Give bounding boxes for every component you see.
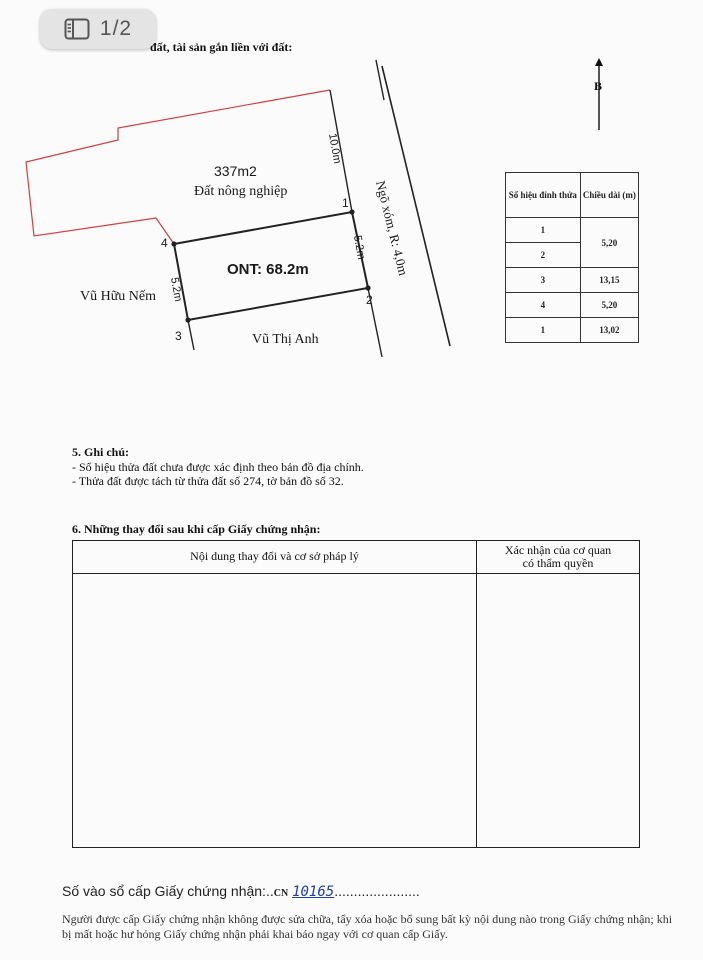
dim-west-label: 5.2m	[168, 276, 185, 303]
table-cell-length: 5,20	[580, 293, 638, 318]
vertex-1-label: 1	[342, 196, 349, 210]
changes-title: 6. Những thay đổi sau khi cấp Giấy chứng nhận:	[72, 522, 321, 536]
note-line: - Thửa đất được tách từ thửa đất số 274, tờ bản đồ số 32.	[72, 474, 344, 488]
vertex-1-marker	[349, 209, 354, 214]
changes-col-content: Nội dung thay đổi và cơ sở pháp lý	[190, 549, 359, 563]
table-cell-point: 1	[506, 218, 581, 243]
vertex-2-label: 2	[366, 293, 373, 307]
table-cell-length: 13,02	[580, 318, 638, 343]
vertex-4-label: 4	[161, 236, 168, 250]
table-cell-point: 2	[506, 243, 581, 268]
table-divider	[73, 573, 639, 574]
agri-land-label: Đất nông nghiệp	[194, 184, 288, 199]
dim-north-label: 10.0m	[326, 132, 344, 165]
boundary-line-west-ext	[188, 320, 194, 350]
cert-number: 10165	[292, 884, 335, 900]
cert-prefix: CN	[273, 888, 289, 899]
dim-east-label: 5.2m	[351, 234, 368, 261]
section-header: đất, tài sản gắn liền với đất:	[150, 40, 293, 54]
agri-area-label: 337m2	[214, 163, 257, 179]
table-cell-length: 5,20	[580, 218, 638, 268]
table-cell-point: 4	[506, 293, 581, 318]
page-indicator-text: 1/2	[99, 17, 133, 40]
north-arrow-icon	[592, 58, 606, 130]
certificate-number-line	[62, 883, 420, 900]
note-line: - Số hiệu thửa đất chưa được xác định theo bản đồ địa chính.	[72, 459, 364, 474]
neighbor-south-label: Vũ Thị Anh	[252, 332, 319, 347]
cert-label: Số vào sổ cấp Giấy chứng nhận:	[62, 883, 266, 899]
notes-title: 5. Ghi chú:	[72, 445, 130, 459]
table-header-length: Chiều dài (m)	[580, 173, 638, 218]
north-label: B	[594, 79, 603, 93]
col-header-line: Xác nhận của cơ quan	[504, 543, 612, 557]
cert-dots: ......................	[334, 883, 420, 899]
ont-area-label: ONT: 68.2m	[227, 261, 309, 278]
col-header-line: có thẩm quyền	[522, 556, 594, 570]
neighbor-west-label: Vũ Hữu Nếm	[80, 289, 157, 304]
changes-table	[72, 540, 640, 848]
agri-land-boundary	[26, 90, 330, 244]
vertex-2-marker	[365, 285, 370, 290]
table-cell-point: 1	[506, 318, 581, 343]
notes-section	[72, 445, 364, 489]
vertex-3-label: 3	[175, 329, 182, 343]
table-cell-point: 3	[506, 268, 581, 293]
edge-lengths-table	[505, 172, 639, 343]
vertex-3-marker	[185, 317, 190, 322]
lane-label: Ngõ xóm, R: 4,0m	[373, 179, 412, 277]
table-cell-length: 13,15	[580, 268, 638, 293]
table-divider	[476, 541, 477, 847]
cert-dots: ..	[265, 883, 274, 899]
footer-note: Người được cấp Giấy chứng nhận không được sửa chữa, tẩy xóa hoặc bổ sung bất kỳ nội dung nào trong Giấy chứng nhận; khi bị mất hoặc hư hỏng Giấy chứng nhận phải khai báo ngay với cơ quan cấp Giấy.	[62, 912, 673, 941]
table-header-point: Số hiệu đỉnh thửa	[506, 173, 581, 218]
vertex-4-marker	[171, 241, 176, 246]
changes-col-confirmation	[477, 544, 639, 570]
